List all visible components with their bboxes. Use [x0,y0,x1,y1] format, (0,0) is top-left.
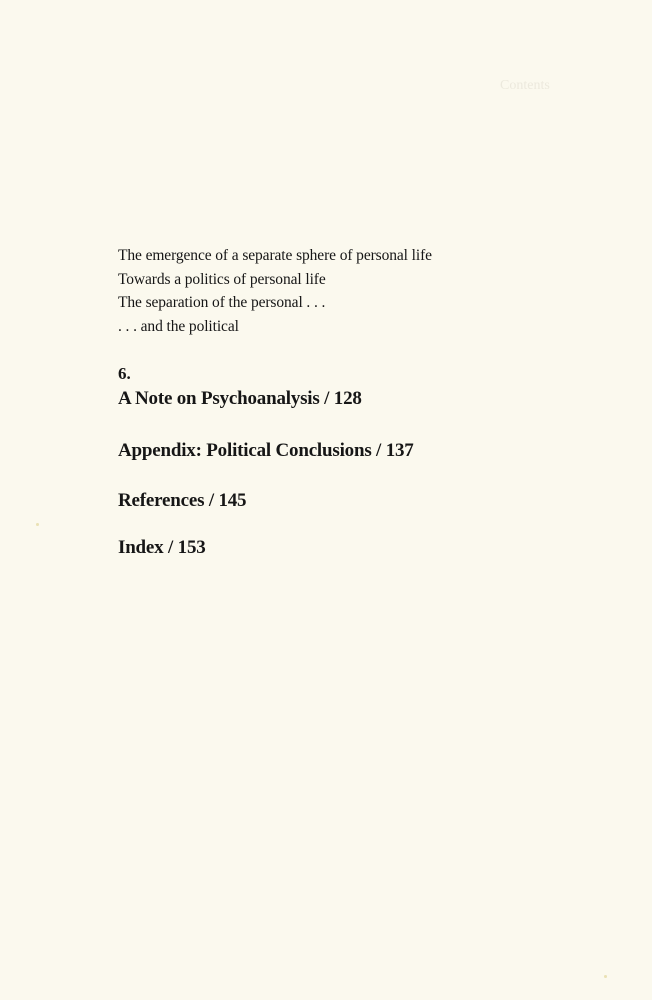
subsection-item: The emergence of a separate sphere of personal life [118,247,432,264]
paper-speck [36,523,39,526]
bleed-through-text: Contents [500,78,550,93]
toc-entry-index: Index / 153 [118,537,206,558]
subsection-item: Towards a politics of personal life [118,270,326,288]
paper-speck [604,975,607,978]
subsection-item: . . . and the political [118,317,239,335]
chapter-number: 6. [118,364,131,383]
toc-entry-psychoanalysis: A Note on Psychoanalysis / 128 [118,388,362,409]
toc-entry-references: References / 145 [118,490,247,511]
toc-entry-appendix: Appendix: Political Conclusions / 137 [118,440,414,461]
subsection-list [118,244,538,338]
subsection-item: The separation of the personal . . . [118,294,326,311]
